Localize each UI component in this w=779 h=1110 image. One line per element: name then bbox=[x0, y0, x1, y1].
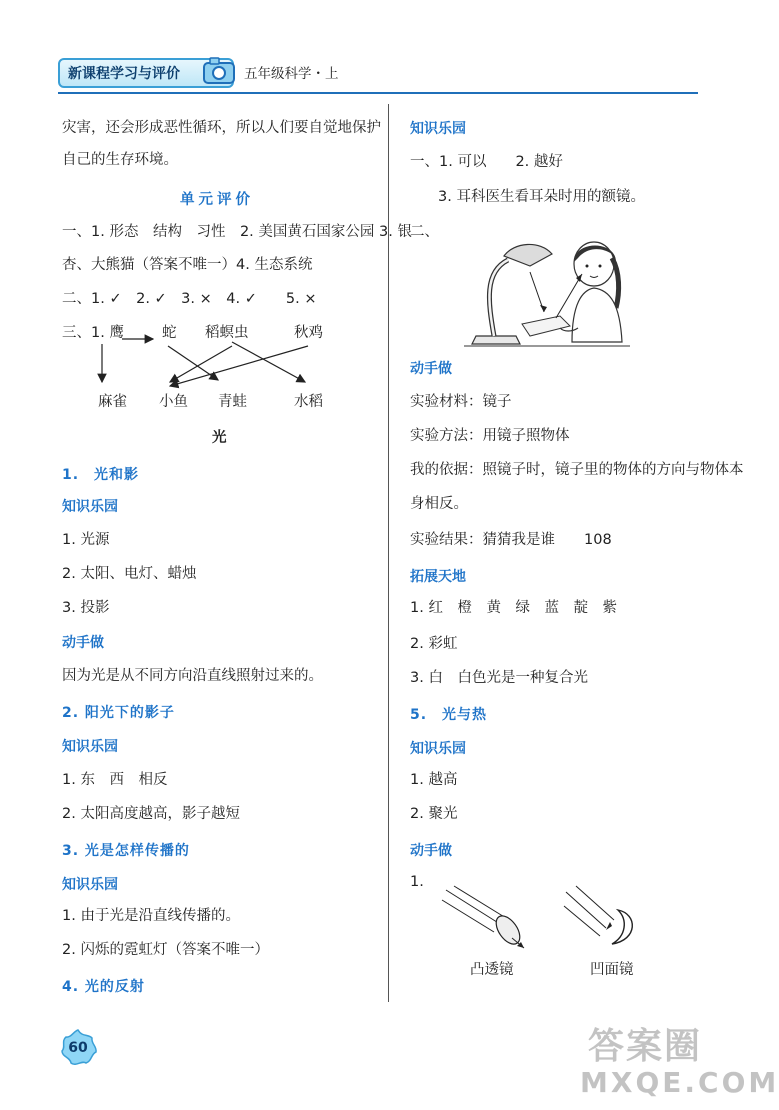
right-answer-3: 二、 bbox=[410, 224, 439, 240]
unit-review-title: 单元评价 bbox=[180, 192, 254, 208]
convex-lens-diagram bbox=[440, 884, 540, 954]
chain-bottom-fish: 小鱼 bbox=[159, 394, 188, 410]
lesson-3-title: 3. 光是怎样传播的 bbox=[62, 843, 190, 859]
lesson-1-answer-2: 2. 太阳、电灯、蜡烛 bbox=[62, 566, 197, 582]
lesson-1-title: 1. 光和影 bbox=[62, 467, 140, 483]
right-answer-12: 1. 越高 bbox=[410, 772, 458, 788]
answer-q1-line-1: 一、1. 形态 结构 习性 2. 美国黄石国家公园 3. 银 bbox=[62, 224, 412, 240]
page-number: 60 bbox=[68, 1040, 88, 1056]
header-rule bbox=[58, 92, 698, 94]
lesson-2-title: 2. 阳光下的影子 bbox=[62, 705, 175, 721]
chain-bottom-frog: 青蛙 bbox=[218, 394, 247, 410]
arrow-borer-rice bbox=[232, 342, 305, 382]
right-answer-8: 实验结果：猜猜我是谁 108 bbox=[410, 532, 612, 548]
lesson-3-answer-1: 1. 由于光是沿直线传播的。 bbox=[62, 908, 240, 924]
chain-top-snake: 蛇 bbox=[162, 325, 177, 341]
right-answer-11: 3. 白 白色光是一种复合光 bbox=[410, 670, 588, 686]
continued-text-line-2: 自己的生存环境。 bbox=[62, 152, 178, 168]
arrow-bird-fish bbox=[170, 346, 308, 386]
arrow-snake-frog bbox=[168, 346, 218, 380]
concave-mirror-label: 凹面镜 bbox=[590, 962, 634, 978]
right-answer-14: 1. bbox=[410, 874, 424, 890]
camera-icon bbox=[200, 54, 240, 88]
right-answer-4: 实验材料：镜子 bbox=[410, 394, 512, 410]
right-answer-7: 身相反。 bbox=[410, 496, 468, 512]
lesson-2-knowledge-heading: 知识乐园 bbox=[62, 739, 118, 755]
lesson-1-answer-1: 1. 光源 bbox=[62, 532, 110, 548]
right-answer-13: 2. 聚光 bbox=[410, 806, 458, 822]
lesson-3-answer-2: 2. 闪烁的霓虹灯（答案不唯一） bbox=[62, 942, 269, 958]
extension-heading: 拓展天地 bbox=[410, 569, 466, 585]
chain-bottom-sparrow: 麻雀 bbox=[98, 394, 127, 410]
handson-heading-1: 动手做 bbox=[410, 361, 452, 377]
watermark-line-1: 答案圈 bbox=[588, 1026, 703, 1067]
answer-q1-line-2: 杏、大熊猫（答案不唯一）4. 生态系统 bbox=[62, 257, 313, 273]
lesson-4-title: 4. 光的反射 bbox=[62, 979, 145, 995]
right-answer-2: 3. 耳科医生看耳朵时用的额镜。 bbox=[438, 189, 645, 205]
watermark bbox=[570, 1018, 779, 1106]
lesson-1-answer-3: 3. 投影 bbox=[62, 600, 110, 616]
answer-q3-prefix: 三、1. 鹰 bbox=[62, 325, 124, 341]
lesson-1-handson-heading: 动手做 bbox=[62, 635, 104, 651]
page-number-badge bbox=[58, 1028, 98, 1068]
chain-top-borer: 稻螟虫 bbox=[205, 325, 249, 341]
lamp-reading-illustration bbox=[460, 232, 632, 356]
continued-text-line-1: 灾害，还会形成恶性循环，所以人们要自觉地保护 bbox=[62, 120, 381, 136]
knowledge-heading-2: 知识乐园 bbox=[410, 741, 466, 757]
convex-lens-label: 凸透镜 bbox=[470, 962, 514, 978]
answer-q2: 二、1. ✓ 2. ✓ 3. × 4. ✓ 5. × bbox=[62, 291, 317, 307]
right-answer-5: 实验方法：用镜子照物体 bbox=[410, 428, 570, 444]
knowledge-heading-1: 知识乐园 bbox=[410, 121, 466, 137]
series-badge bbox=[58, 58, 234, 88]
right-answer-6: 我的依据：照镜子时，镜子里的物体的方向与物体本 bbox=[410, 462, 744, 478]
chain-bottom-rice: 水稻 bbox=[294, 394, 323, 410]
lesson-3-knowledge-heading: 知识乐园 bbox=[62, 877, 118, 893]
concave-mirror-diagram bbox=[562, 884, 652, 954]
right-answer-10: 2. 彩虹 bbox=[410, 636, 458, 652]
right-answer-9: 1. 红 橙 黄 绿 蓝 靛 紫 bbox=[410, 600, 617, 616]
light-chapter-title: 光 bbox=[212, 430, 227, 446]
subject-subtitle: 五年级科学・上 bbox=[244, 66, 339, 82]
lesson-5-title: 5. 光与热 bbox=[410, 707, 488, 723]
watermark-line-2: MXQE.COM bbox=[580, 1066, 779, 1099]
right-answer-1: 一、1. 可以 2. 越好 bbox=[410, 154, 563, 170]
lesson-1-knowledge-heading: 知识乐园 bbox=[62, 499, 118, 515]
handson-heading-2: 动手做 bbox=[410, 843, 452, 859]
lesson-2-answer-1: 1. 东 西 相反 bbox=[62, 772, 168, 788]
lesson-1-handson-answer: 因为光是从不同方向沿直线照射过来的。 bbox=[62, 668, 323, 684]
series-title: 新课程学习与评价 bbox=[68, 66, 180, 82]
lesson-2-answer-2: 2. 太阳高度越高，影子越短 bbox=[62, 806, 240, 822]
food-chain-arrows bbox=[60, 330, 360, 390]
chain-top-bird: 秋鸡 bbox=[294, 325, 323, 341]
